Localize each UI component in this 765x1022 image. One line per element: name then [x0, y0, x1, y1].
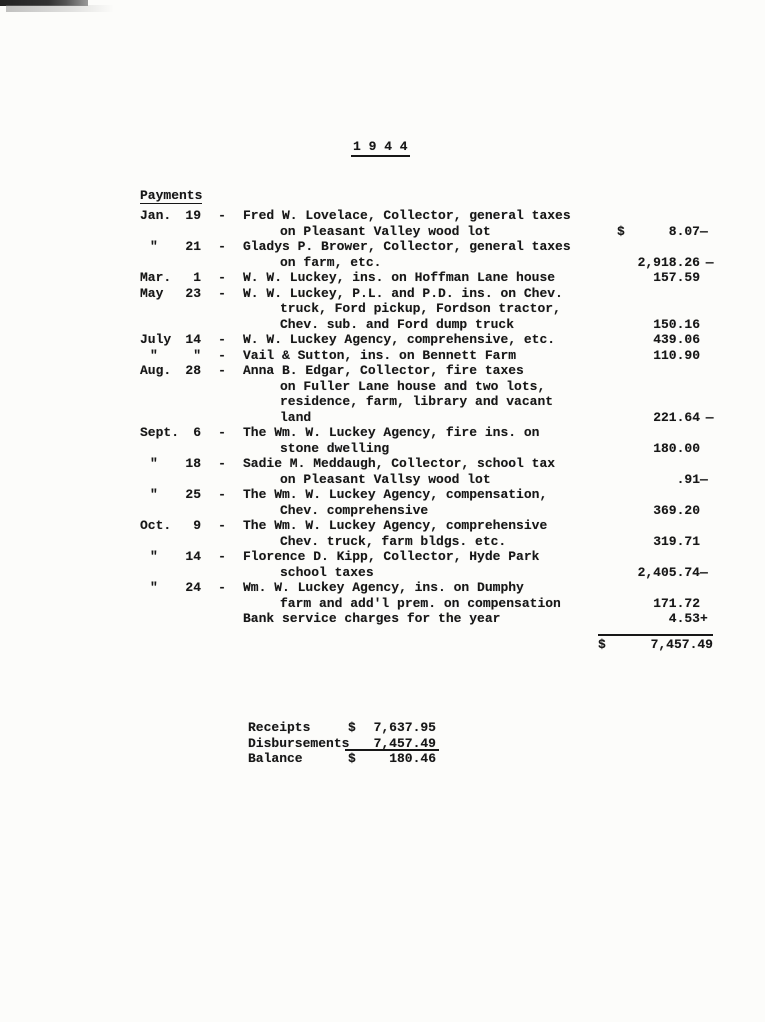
date-month — [140, 317, 185, 333]
pencil-tick-mark — [700, 549, 728, 565]
date-month: Sept. — [140, 425, 180, 440]
entry-description: land — [280, 409, 312, 425]
entry-amount — [600, 425, 700, 441]
currency-sign — [600, 363, 617, 379]
date-day — [185, 472, 201, 488]
summary-amount — [345, 736, 439, 752]
entry-description: residence, farm, library and vacant — [280, 394, 554, 409]
date-month — [140, 394, 185, 410]
date-day — [185, 301, 201, 317]
date-day — [185, 317, 201, 333]
entry-dash: - — [218, 270, 226, 285]
payment-row — [140, 255, 755, 271]
currency-sign — [600, 611, 617, 627]
date-month: " — [150, 487, 158, 502]
entry-amount — [600, 549, 700, 565]
entry-dash — [201, 503, 243, 519]
pencil-tick-mark: + — [700, 611, 706, 626]
entry-description: Chev. sub. and Ford dump truck — [280, 316, 515, 332]
entry-dash — [201, 534, 243, 550]
date-month — [140, 410, 185, 426]
entry-dash — [201, 565, 243, 581]
payment-row — [140, 379, 755, 395]
pencil-tick-mark — [700, 332, 728, 348]
date-month — [140, 379, 185, 395]
date-month: " — [150, 549, 158, 564]
entry-amount — [600, 332, 700, 348]
entry-dash — [201, 379, 243, 395]
pencil-tick-mark: — — [700, 564, 706, 580]
entry-amount — [600, 224, 700, 240]
amount-value: 2,918.26 — [637, 254, 700, 270]
entry-description: W. W. Luckey, ins. on Hoffman Lane house — [243, 270, 556, 285]
payment-row — [140, 286, 755, 302]
entry-amount — [600, 596, 700, 612]
date-day: 25 — [185, 487, 201, 502]
pencil-tick-mark: — — [700, 409, 712, 425]
entry-amount — [600, 255, 700, 271]
amount-value: 180.46 — [389, 751, 436, 767]
amount-value: 2,405.74 — [637, 564, 700, 580]
payment-row — [140, 456, 755, 472]
total-amount-value: 7,457.49 — [650, 636, 713, 652]
entry-dash: - — [218, 580, 226, 595]
amount-value: 221.64 — [653, 409, 700, 425]
pencil-tick-mark — [700, 441, 728, 457]
entry-description: Wm. W. Luckey Agency, ins. on Dumphy — [243, 580, 524, 595]
entry-dash: - — [218, 208, 226, 223]
summary-amount — [348, 720, 436, 736]
pencil-tick-mark — [700, 518, 728, 534]
payment-row — [140, 224, 755, 240]
currency-sign — [600, 456, 617, 472]
date-day — [185, 379, 201, 395]
entry-dash — [201, 611, 243, 627]
date-day — [185, 410, 201, 426]
payment-row — [140, 441, 755, 457]
date-day — [185, 441, 201, 457]
summary-row — [248, 736, 448, 752]
entry-dash — [201, 596, 243, 612]
date-month — [140, 503, 185, 519]
summary-label: Disbursements — [248, 735, 350, 751]
currency-sign: $ — [617, 223, 625, 239]
date-month: Oct. — [140, 518, 172, 533]
payments-heading: Payments — [140, 188, 203, 203]
payment-row — [140, 410, 755, 426]
currency-sign — [600, 565, 617, 581]
date-month: Mar. — [140, 270, 172, 285]
payment-row — [140, 270, 755, 286]
entry-amount — [600, 379, 700, 395]
date-month: May — [140, 285, 164, 301]
amount-value: 180.00 — [653, 440, 700, 456]
payment-row — [140, 518, 755, 534]
entry-dash — [201, 301, 243, 317]
date-month — [140, 611, 185, 627]
entry-description: Vail & Sutton, ins. on Bennett Farm — [243, 347, 517, 363]
summary-amount — [348, 751, 436, 767]
summary-row — [248, 751, 448, 767]
pencil-tick-mark — [700, 580, 728, 596]
amount-value: 7,457.49 — [373, 735, 436, 751]
payment-row — [140, 348, 755, 364]
pencil-tick-mark — [700, 503, 728, 519]
amount-value: .91 — [676, 471, 700, 487]
payment-row — [140, 208, 755, 224]
entry-dash: - — [218, 425, 226, 440]
pencil-tick-mark — [700, 487, 728, 503]
currency-sign — [600, 270, 617, 286]
pencil-tick-mark — [700, 363, 728, 379]
date-month: July — [140, 332, 172, 347]
payment-row — [140, 534, 755, 550]
pencil-tick-mark — [700, 239, 728, 255]
amount-value: 150.16 — [653, 316, 700, 332]
date-day: 1 — [193, 270, 201, 285]
date-month — [140, 565, 185, 581]
payment-row — [140, 503, 755, 519]
date-month: " — [150, 239, 158, 254]
payment-row — [140, 425, 755, 441]
pencil-tick-mark — [700, 301, 728, 317]
entry-dash — [201, 255, 243, 271]
date-month — [140, 534, 185, 550]
entry-description: stone dwelling — [280, 440, 390, 456]
entry-dash: - — [218, 363, 226, 378]
entry-description: Fred W. Lovelace, Collector, general taxes — [243, 208, 571, 223]
entry-description: Chev. comprehensive — [280, 502, 429, 518]
entry-amount — [600, 348, 700, 364]
payment-row — [140, 394, 755, 410]
entry-description: The Wm. W. Luckey Agency, comprehensive — [243, 518, 548, 533]
date-day — [185, 255, 201, 271]
currency-sign — [600, 255, 617, 271]
entry-description: on Fuller Lane house and two lots, — [280, 378, 546, 394]
date-day: 18 — [185, 456, 201, 471]
date-month: " — [150, 347, 158, 363]
currency-sign — [600, 332, 617, 348]
entry-dash — [201, 410, 243, 426]
entry-amount — [600, 518, 700, 534]
date-month: Aug. — [140, 363, 172, 378]
payment-row — [140, 611, 755, 627]
entry-amount — [600, 456, 700, 472]
page-title: 1 9 4 4 — [351, 139, 410, 157]
entry-description: on Pleasant Valley wood lot — [280, 223, 491, 239]
currency-sign — [600, 286, 617, 302]
payments-section — [140, 188, 755, 652]
currency-sign — [600, 503, 617, 519]
entry-dash: - — [218, 518, 226, 533]
entry-amount — [600, 317, 700, 333]
payment-row — [140, 332, 755, 348]
payments-total-row — [140, 634, 755, 653]
date-day: 28 — [185, 363, 201, 378]
entry-dash — [201, 224, 243, 240]
entry-description: farm and add'l prem. on compensation — [280, 595, 561, 611]
entry-description: school taxes — [280, 564, 374, 580]
payment-row — [140, 549, 755, 565]
date-month — [140, 441, 185, 457]
pencil-tick-mark — [700, 317, 728, 333]
currency-sign — [600, 580, 617, 596]
pencil-tick-mark — [700, 394, 728, 410]
payment-row — [140, 565, 755, 581]
date-month: Jan. — [140, 208, 172, 223]
date-day — [185, 596, 201, 612]
entry-dash — [201, 317, 243, 333]
currency-sign — [600, 317, 617, 333]
payment-row — [140, 317, 755, 333]
date-day: 14 — [185, 549, 201, 564]
entry-amount — [600, 441, 700, 457]
entry-amount — [600, 208, 700, 224]
entry-dash: - — [218, 487, 226, 502]
date-day: 6 — [193, 425, 201, 440]
entry-dash: - — [218, 239, 226, 254]
date-day — [185, 503, 201, 519]
entry-amount — [600, 472, 700, 488]
payment-row — [140, 596, 755, 612]
entry-amount — [600, 565, 700, 581]
date-month — [140, 224, 185, 240]
payment-row — [140, 239, 755, 255]
date-day: 24 — [185, 580, 201, 595]
pencil-tick-mark — [700, 379, 728, 395]
pencil-tick-mark — [700, 208, 728, 224]
amount-value: 171.72 — [653, 595, 700, 611]
currency-sign — [600, 239, 617, 255]
payment-row — [140, 472, 755, 488]
entry-amount — [600, 534, 700, 550]
entry-amount — [600, 301, 700, 317]
entry-dash: - — [218, 347, 226, 363]
pencil-tick-mark — [700, 596, 728, 612]
currency-sign — [600, 410, 617, 426]
pencil-tick-mark: — — [700, 254, 712, 270]
entry-description: truck, Ford pickup, Fordson tractor, — [280, 301, 561, 316]
entry-amount — [600, 239, 700, 255]
payment-row — [140, 580, 755, 596]
scan-smudge-artifact-faint — [6, 5, 114, 12]
entry-amount — [600, 580, 700, 596]
entry-description: The Wm. W. Luckey Agency, compensation, — [243, 487, 548, 502]
currency-sign — [600, 472, 617, 488]
currency-sign — [600, 348, 617, 364]
date-day — [185, 534, 201, 550]
pencil-tick-mark: — — [700, 471, 706, 487]
amount-value: 110.90 — [653, 347, 700, 363]
pencil-tick-mark — [700, 425, 728, 441]
currency-sign — [600, 487, 617, 503]
date-day: 9 — [193, 518, 201, 533]
amount-value: 319.71 — [653, 533, 700, 549]
pencil-tick-mark — [700, 534, 728, 550]
currency-sign — [600, 425, 617, 441]
currency-sign — [600, 518, 617, 534]
payment-row — [140, 363, 755, 379]
total-currency-sign: $ — [598, 636, 606, 652]
entry-amount — [600, 270, 700, 286]
date-month: " — [150, 456, 158, 471]
payment-row — [140, 487, 755, 503]
entry-amount — [600, 611, 700, 627]
date-day: 23 — [185, 285, 201, 301]
date-day — [185, 394, 201, 410]
entry-description: Anna B. Edgar, Collector, fire taxes — [243, 363, 524, 378]
amount-value: 439.06 — [653, 332, 700, 347]
currency-sign — [600, 301, 617, 317]
pencil-tick-mark — [700, 286, 728, 302]
summary-label: Balance — [248, 751, 303, 767]
entry-amount — [600, 286, 700, 302]
entry-amount — [600, 410, 700, 426]
date-day — [185, 611, 201, 627]
payments-table — [140, 208, 755, 627]
date-month — [140, 255, 185, 271]
entry-dash — [201, 441, 243, 457]
pencil-tick-mark — [700, 270, 728, 286]
date-month — [140, 472, 185, 488]
summary-label: Receipts — [248, 720, 311, 735]
entry-dash: - — [218, 285, 226, 301]
date-month — [140, 596, 185, 612]
entry-description: on farm, etc. — [280, 254, 382, 270]
payment-row — [140, 301, 755, 317]
payments-total — [598, 634, 713, 653]
currency-sign — [600, 596, 617, 612]
currency-sign — [600, 549, 617, 565]
amount-value: 7,637.95 — [373, 720, 436, 735]
entry-dash — [201, 394, 243, 410]
entry-amount — [600, 363, 700, 379]
entry-dash: - — [218, 456, 226, 471]
summary-row — [248, 720, 448, 736]
currency-sign — [600, 534, 617, 550]
entry-amount — [600, 487, 700, 503]
currency-sign — [600, 379, 617, 395]
date-day: 19 — [185, 208, 201, 223]
entry-description: Sadie M. Meddaugh, Collector, school tax — [243, 456, 556, 471]
entry-description: The Wm. W. Luckey Agency, fire ins. on — [243, 425, 540, 440]
date-day — [185, 224, 201, 240]
date-day: 21 — [185, 239, 201, 254]
date-month — [140, 301, 185, 317]
entry-description: W. W. Luckey Agency, comprehensive, etc. — [243, 332, 556, 347]
entry-amount — [600, 394, 700, 410]
pencil-tick-mark — [700, 348, 728, 364]
entry-description: Bank service charges for the year — [243, 611, 501, 626]
currency-sign: $ — [348, 720, 356, 735]
summary-section — [248, 720, 448, 767]
currency-sign: $ — [348, 751, 356, 767]
currency-sign — [600, 441, 617, 457]
currency-sign — [600, 394, 617, 410]
entry-dash: - — [218, 549, 226, 564]
amount-value: 157.59 — [653, 270, 700, 285]
amount-value: 8.07 — [668, 223, 700, 239]
entry-description: on Pleasant Vallsy wood lot — [280, 471, 491, 487]
currency-sign — [600, 208, 617, 224]
date-day: 14 — [185, 332, 201, 347]
date-day — [185, 565, 201, 581]
entry-dash: - — [218, 332, 226, 347]
entry-description: Gladys P. Brower, Collector, general taxes — [243, 239, 571, 254]
amount-value: 4.53 — [668, 611, 700, 626]
entry-description: Florence D. Kipp, Collector, Hyde Park — [243, 549, 540, 564]
entry-description: Chev. truck, farm bldgs. etc. — [280, 533, 507, 549]
date-day: " — [193, 347, 201, 363]
entry-amount — [600, 503, 700, 519]
date-month: " — [150, 580, 158, 595]
entry-dash — [201, 472, 243, 488]
pencil-tick-mark — [700, 456, 728, 472]
pencil-tick-mark: — — [700, 223, 706, 239]
entry-description: W. W. Luckey, P.L. and P.D. ins. on Chev. — [243, 285, 563, 301]
amount-value: 369.20 — [653, 502, 700, 518]
